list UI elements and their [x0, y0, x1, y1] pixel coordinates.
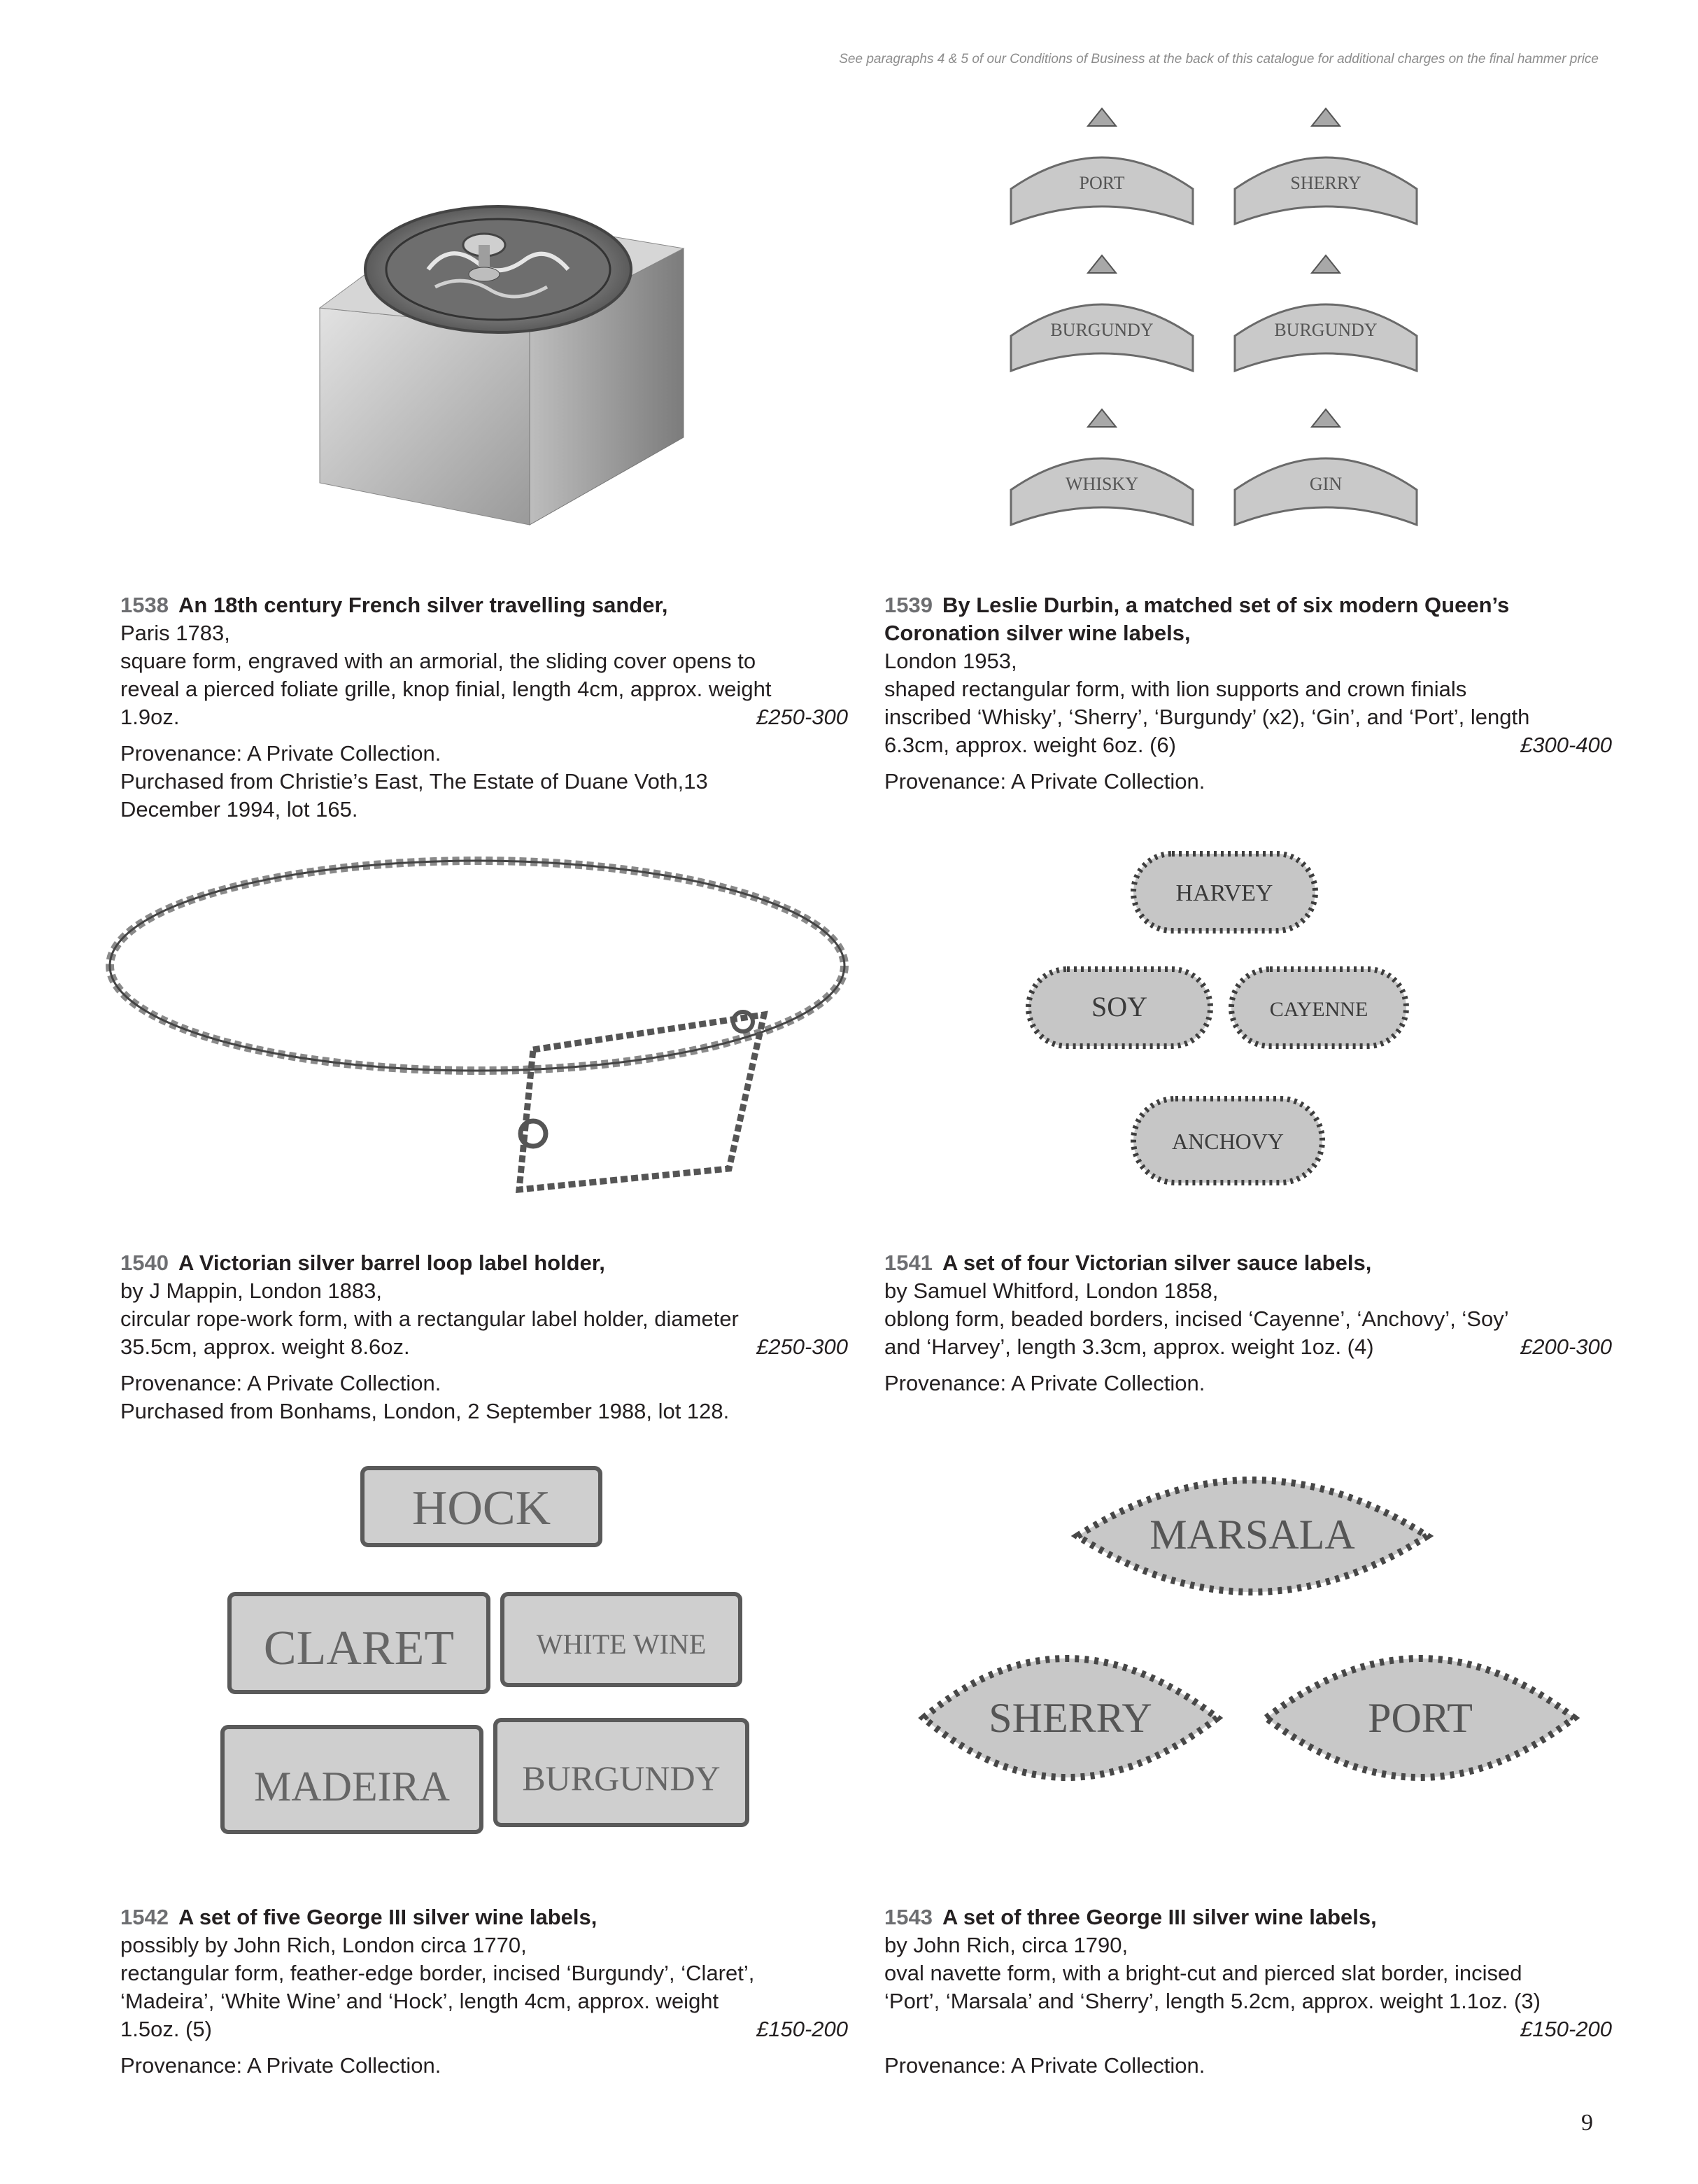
rich-navette-label-text: PORT — [1368, 1695, 1473, 1741]
durbin-label-text: BURGUNDY — [1050, 320, 1154, 340]
rich-rect-label-text: WHITE WINE — [536, 1628, 707, 1660]
lot-provenance: Provenance: A Private Collection. — [120, 741, 441, 766]
lot-provenance: Provenance: A Private Collection. — [120, 1371, 441, 1395]
lot-title: A set of three George III silver wine labels, — [942, 1905, 1377, 1929]
lot-number: 1540 — [120, 1250, 169, 1275]
lot-estimate: £150-200 — [756, 2017, 848, 2041]
lot-provenance: Provenance: A Private Collection. — [120, 2053, 441, 2078]
lot-title: A set of four Victorian silver sauce labels, — [942, 1250, 1372, 1275]
lot-desc-line: ‘Port’, ‘Marsala’ and ‘Sherry’, length 5.2cm, approx. weight 1.1oz. (3) — [884, 1989, 1541, 2013]
lot-1543 — [884, 1903, 1612, 2080]
rich-rect-label-text: CLARET — [263, 1621, 455, 1675]
photo-lot-1538 — [120, 119, 848, 588]
whitford-label-text: CAYENNE — [1269, 998, 1368, 1021]
lot-title-continued: Coronation silver wine labels, — [884, 621, 1191, 645]
photo-lot-1540 — [99, 840, 855, 1232]
lot-desc-line: Paris 1783, — [120, 621, 230, 645]
lot-desc-line: 35.5cm, approx. weight 8.6oz. — [120, 1334, 410, 1359]
rich-rect-label-text: BURGUNDY — [522, 1759, 721, 1798]
header-note: See paragraphs 4 & 5 of our Conditions of Business at the back of this catalogue for additional charges on the final hammer price — [839, 52, 1599, 66]
lot-number: 1543 — [884, 1905, 933, 1929]
lot-1540 — [120, 1249, 848, 1425]
lot-provenance: Provenance: A Private Collection. — [884, 2053, 1205, 2078]
page-number: 9 — [1581, 2110, 1593, 2136]
lot-estimate: £300-400 — [1520, 733, 1612, 757]
rich-navette-label-text: SHERRY — [989, 1695, 1152, 1741]
lot-number: 1538 — [120, 593, 169, 617]
lot-1541 — [884, 1249, 1612, 1397]
photo-lot-1542 — [153, 1433, 796, 1898]
lot-desc-line: oblong form, beaded borders, incised ‘Cayenne’, ‘Anchovy’, ‘Soy’ — [884, 1306, 1509, 1331]
lot-desc-line: reveal a pierced foliate grille, knop finial, length 4cm, approx. weight — [120, 677, 772, 701]
lot-estimate: £200-300 — [1520, 1334, 1612, 1359]
durbin-label-text: WHISKY — [1066, 474, 1138, 494]
durbin-label-text: PORT — [1079, 173, 1125, 193]
lot-number: 1541 — [884, 1250, 933, 1275]
durbin-label-text: GIN — [1309, 474, 1343, 494]
rich-navette-label-text: MARSALA — [1149, 1512, 1355, 1558]
lot-desc-line: circular rope-work form, with a rectangular label holder, diameter — [120, 1306, 739, 1331]
photo-lot-1539 — [983, 98, 1445, 584]
durbin-label-text: BURGUNDY — [1274, 320, 1378, 340]
lot-desc-line: possibly by John Rich, London circa 1770, — [120, 1933, 527, 1957]
lot-estimate: £150-200 — [1520, 2017, 1612, 2041]
lot-1538 — [120, 591, 848, 824]
lot-number: 1542 — [120, 1905, 169, 1929]
whitford-label-text: SOY — [1091, 991, 1148, 1022]
lot-provenance: Provenance: A Private Collection. — [884, 1371, 1205, 1395]
rich-rect-label-text: HOCK — [411, 1481, 551, 1535]
rich-rect-label-text: MADEIRA — [254, 1763, 450, 1810]
lot-title: An 18th century French silver travelling sander, — [178, 593, 668, 617]
lot-desc-line: 1.5oz. (5) — [120, 2017, 212, 2041]
lot-number: 1539 — [884, 593, 933, 617]
lot-desc-line: by J Mappin, London 1883, — [120, 1278, 382, 1303]
photo-lot-1543 — [903, 1438, 1602, 1903]
lot-desc-line: oval navette form, with a bright-cut and pierced slat border, incised — [884, 1961, 1522, 1985]
photo-lot-1541 — [1021, 833, 1413, 1232]
lot-desc-line: inscribed ‘Whisky’, ‘Sherry’, ‘Burgundy’ (x2), ‘Gin’, and ‘Port’, length — [884, 705, 1530, 729]
lot-1542 — [120, 1903, 848, 2080]
lot-desc-line: square form, engraved with an armorial, the sliding cover opens to — [120, 649, 756, 673]
lot-desc-line: rectangular form, feather-edge border, incised ‘Burgundy’, ‘Claret’, — [120, 1961, 755, 1985]
lot-desc-line: ‘Madeira’, ‘White Wine’ and ‘Hock’, length 4cm, approx. weight — [120, 1989, 719, 2013]
whitford-label-text: HARVEY — [1175, 880, 1273, 906]
lot-provenance: Purchased from Bonhams, London, 2 September 1988, lot 128. — [120, 1399, 730, 1423]
lot-desc-line: 6.3cm, approx. weight 6oz. (6) — [884, 733, 1176, 757]
lot-estimate: £250-300 — [756, 705, 848, 729]
lot-desc-line: and ‘Harvey’, length 3.3cm, approx. weight 1oz. (4) — [884, 1334, 1374, 1359]
lot-provenance: Provenance: A Private Collection. — [884, 769, 1205, 794]
lot-desc-line: shaped rectangular form, with lion supports and crown finials — [884, 677, 1467, 701]
lot-provenance: December 1994, lot 165. — [120, 797, 358, 822]
lot-estimate: £250-300 — [756, 1334, 848, 1359]
lot-provenance: Purchased from Christie’s East, The Estate of Duane Voth,13 — [120, 769, 708, 794]
lot-desc-line: by John Rich, circa 1790, — [884, 1933, 1129, 1957]
lot-1539 — [884, 591, 1612, 796]
lot-title: By Leslie Durbin, a matched set of six modern Queen’s — [942, 593, 1510, 617]
whitford-label-text: ANCHOVY — [1172, 1129, 1284, 1154]
durbin-label-text: SHERRY — [1290, 173, 1361, 193]
lot-title: A Victorian silver barrel loop label holder, — [178, 1250, 605, 1275]
lot-title: A set of five George III silver wine labels, — [178, 1905, 597, 1929]
lot-desc-line: London 1953, — [884, 649, 1017, 673]
lot-desc-line: 1.9oz. — [120, 705, 180, 729]
lot-desc-line: by Samuel Whitford, London 1858, — [884, 1278, 1219, 1303]
